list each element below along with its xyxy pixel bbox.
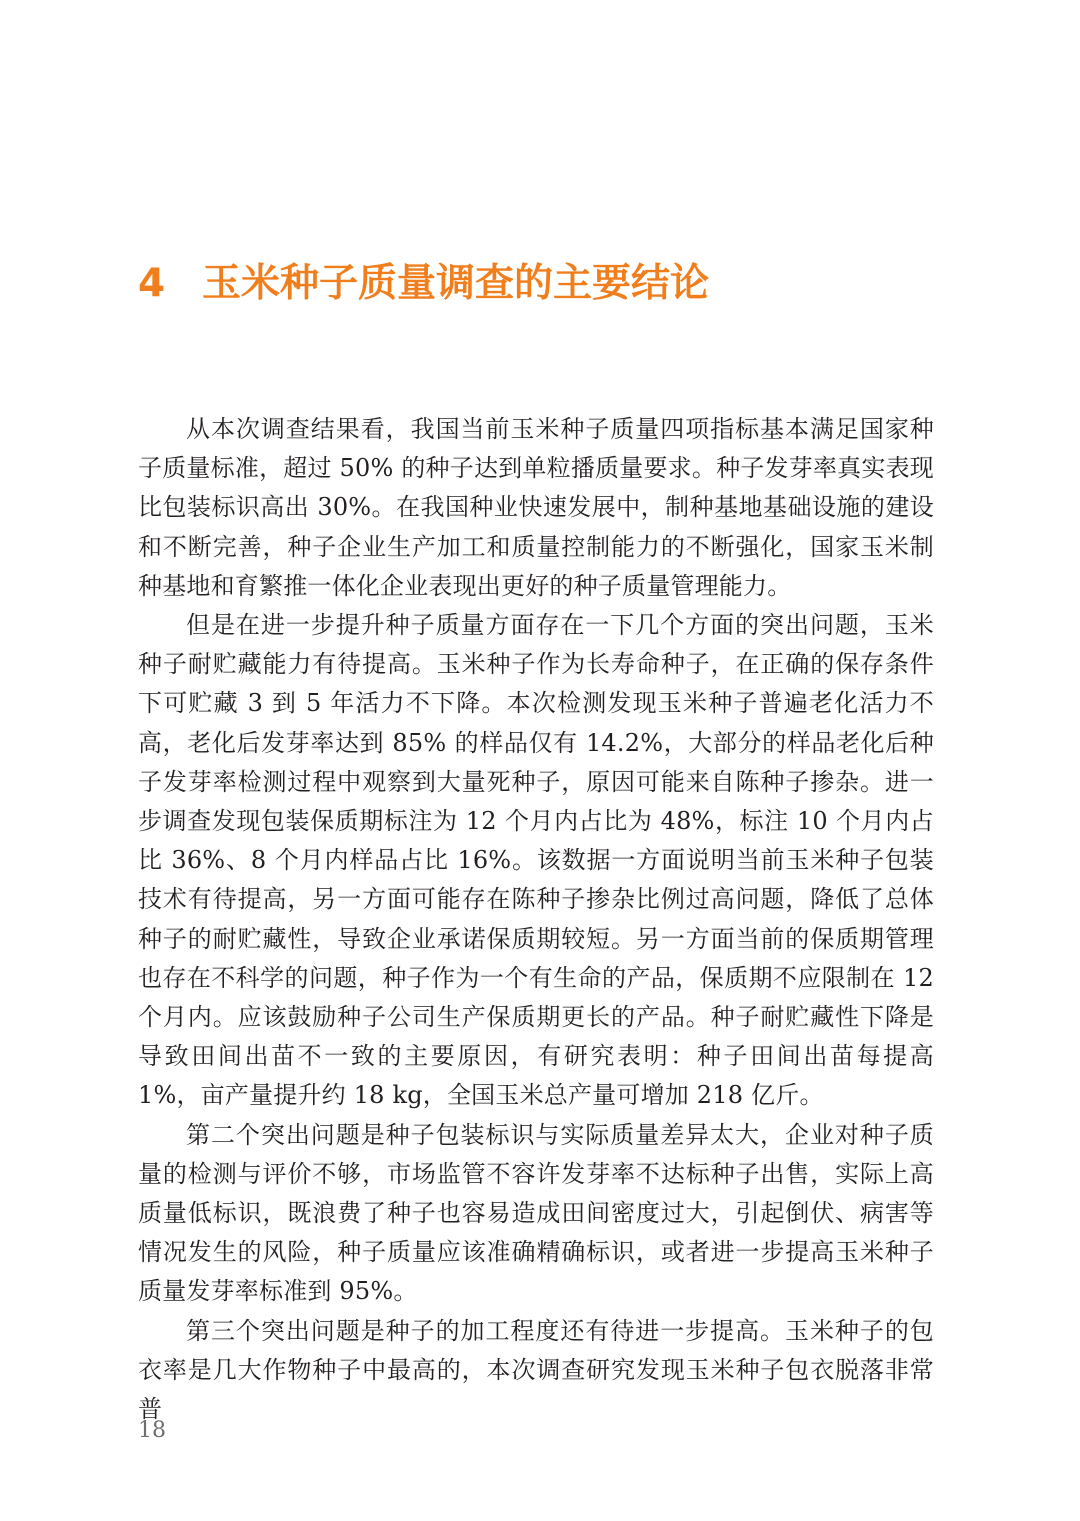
paragraph-2: 但是在进一步提升种子质量方面存在一下几个方面的突出问题，玉米种子耐贮藏能力有待提高。玉米种子作为长寿命种子，在正确的保存条件下可贮藏 3 到 5 年活力不下降。本次检测发现玉米种子普遍老化活力不高，老化后发芽率达到 85% 的样品仅有 14.2%，大部分的样品老化后种子发芽率检测过程中观察到大量死种子，原因可能来自陈种子掺杂。进一步调查发现包装保质期标注为 12 个月内占比为 48%，标注 10 个月内占比 36%、8 个月内样品占比 16%。该数据一方面说明当前玉米种子包装技术有待提高，另一方面可能存在陈种子掺杂比例过高问题，降低了总体种子的耐贮藏性，导致企业承诺保质期较短。另一方面当前的保质期管理也存在不科学的问题，种子作为一个有生命的产品，保质期不应限制在 12 个月内。应该鼓励种子公司生产保质期更长的产品。种子耐贮藏性下降是导致田间出苗不一致的主要原因，有研究表明：种子田间出苗每提高 1%，亩产量提升约 18 kg，全国玉米总产量可增加 218 亿斤。 <box>138 611 934 1110</box>
page-number: 18 <box>138 1418 166 1443</box>
paragraph-3: 第二个突出问题是种子包装标识与实际质量差异太大，企业对种子质量的检测与评价不够，市场监管不容许发芽率不达标种子出售，实际上高质量低标识，既浪费了种子也容易造成田间密度过大，引起倒伏、病害等情况发生的风险，种子质量应该准确精确标识，或者进一步提高玉米种子质量发芽率标准到 95%。 <box>138 1120 934 1306</box>
chapter-number: 4 <box>138 261 166 306</box>
chapter-title <box>138 252 709 316</box>
paragraph-4: 第三个突出问题是种子的加工程度还有待进一步提高。玉米种子的包衣率是几大作物种子中最高的，本次调查研究发现玉米种子包衣脱落非常普 <box>138 1316 934 1424</box>
body-text <box>138 410 934 1429</box>
chapter-title-text: 玉米种子质量调查的主要结论 <box>202 261 710 306</box>
paragraph-1: 从本次调查结果看，我国当前玉米种子质量四项指标基本满足国家种子质量标准，超过 50% 的种子达到单粒播质量要求。种子发芽率真实表现比包装标识高出 30%。在我国种业快速发展中，制种基地基础设施的建设和不断完善，种子企业生产加工和质量控制能力的不断强化，国家玉米制种基地和育繁推一体化企业表现出更好的种子质量管理能力。 <box>138 415 934 600</box>
